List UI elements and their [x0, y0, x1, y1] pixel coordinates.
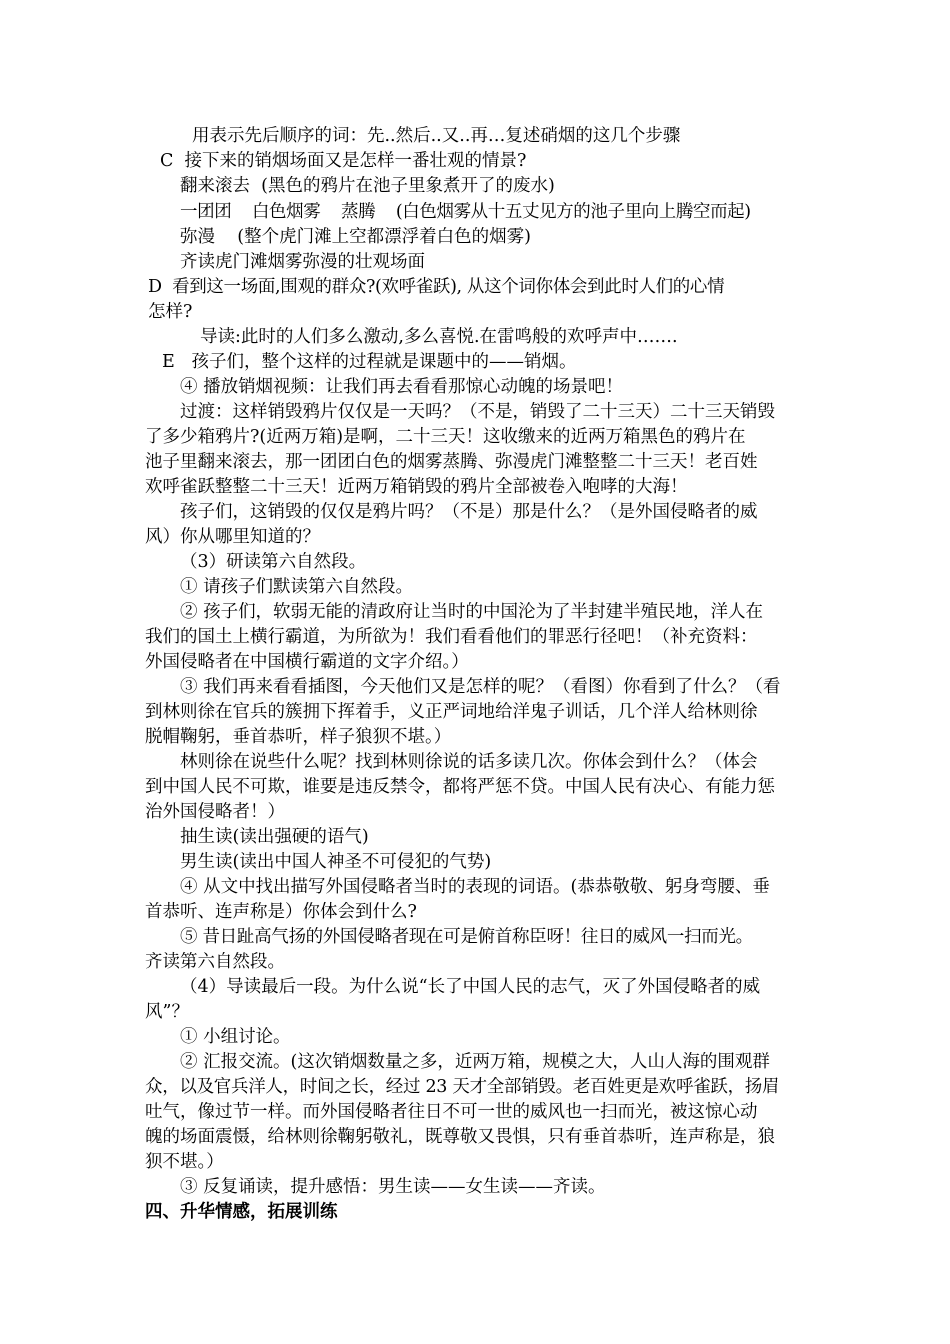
- text-line: 欢呼雀跃整整二十三天！近两万箱销毁的鸦片全部被卷入咆哮的大海！: [145, 477, 688, 497]
- text-line: ④ 从文中找出描写外国侵略者当时的表现的词语。(恭恭敬敬、躬身弯腰、垂: [180, 877, 770, 897]
- text-line: ① 请孩子们默读第六自然段。: [180, 577, 414, 597]
- text-line: ④ 播放销烟视频：让我们再去看看那惊心动魄的场景吧！: [180, 377, 624, 397]
- text-line: ② 汇报交流。(这次销烟数量之多，近两万箱，规模之大，人山人海的围观群: [180, 1052, 770, 1072]
- text-line: 池子里翻来滚去，那一团团白色的烟雾蒸腾、弥漫虎门滩整整二十三天！老百姓: [145, 452, 758, 472]
- text-line: ① 小组讨论。: [180, 1027, 291, 1047]
- text-line: 到中国人民不可欺，谁要是违反禁令，都将严惩不贷。中国人民有决心、有能力惩: [145, 777, 775, 797]
- text-line: 外国侵略者在中国横行霸道的文字介绍。）: [145, 652, 469, 672]
- text-line: 魄的场面震慑，给林则徐鞠躬敬礼，既尊敬又畏惧，只有垂首恭听，连声称是，狼: [145, 1127, 775, 1147]
- text-line: 齐读虎门滩烟雾弥漫的壮观场面: [180, 252, 425, 272]
- text-line: 林则徐在说些什么呢？找到林则徐说的话多读几次。你体会到什么？（体会: [180, 752, 758, 772]
- section-heading: 四、升华情感，拓展训练: [145, 1202, 338, 1222]
- text-line: 孩子们，这销毁的仅仅是鸦片吗？（不是）那是什么？（是外国侵略者的威: [180, 502, 758, 522]
- text-line: 风）你从哪里知道的？: [145, 527, 320, 547]
- text-line: 了多少箱鸦片?(近两万箱)是啊，二十三天！这收缴来的近两万箱黑色的鸦片在: [145, 427, 746, 447]
- text-line: 脱帽鞠躬，垂首恭听，样子狼狈不堪。）: [145, 727, 452, 747]
- text-line: ③ 我们再来看看插图，今天他们又是怎样的呢？（看图）你看到了什么？（看: [180, 677, 781, 697]
- text-line: 众，以及官兵洋人，时间之长，经过 23 天才全部销毁。老百姓更是欢呼雀跃，扬眉: [145, 1077, 780, 1097]
- text-line: 一团团 白色烟雾 蒸腾 (白色烟雾从十五丈见方的池子里向上腾空而起): [180, 202, 751, 222]
- text-line: 抽生读(读出强硬的语气): [180, 827, 369, 847]
- text-line: 翻来滚去 (黑色的鸦片在池子里象煮开了的废水): [180, 176, 555, 196]
- text-line: 过渡：这样销毁鸦片仅仅是一天吗？（不是，销毁了二十三天）二十三天销毁: [180, 402, 775, 422]
- text-line: 齐读第六自然段。: [145, 952, 285, 972]
- text-line: 治外国侵略者！）: [145, 802, 285, 822]
- text-line: 怎样?: [148, 302, 193, 322]
- text-line: 弥漫 (整个虎门滩上空都漂浮着白色的烟雾): [180, 227, 531, 247]
- text-line: 我们的国土上横行霸道，为所欲为！我们看看他们的罪恶行径吧！（补充资料：: [145, 627, 758, 647]
- text-line: 男生读(读出中国人神圣不可侵犯的气势): [180, 852, 492, 872]
- text-line: D 看到这一场面,围观的群众?(欢呼雀跃), 从这个词你体会到此时人们的心情: [148, 277, 725, 297]
- text-line: C 接下来的销烟场面又是怎样一番壮观的情景?: [160, 151, 527, 171]
- text-line: E 孩子们，整个这样的过程就是课题中的——销烟。: [162, 352, 577, 372]
- text-line: （3）研读第六自然段。: [180, 552, 367, 572]
- text-line: ② 孩子们，软弱无能的清政府让当时的中国沦为了半封建半殖民地，洋人在: [180, 602, 764, 622]
- text-line: 用表示先后顺序的词：先..然后..又..再…复述硝烟的这几个步骤: [192, 126, 681, 146]
- text-line: 吐气，像过节一样。而外国侵略者往日不可一世的威风也一扫而光，被这惊心动: [145, 1102, 758, 1122]
- text-line: 导读:此时的人们多么激动,多么喜悦.在雷鸣般的欢呼声中…….: [200, 327, 678, 347]
- text-line: 风”？: [145, 1002, 189, 1022]
- text-line: （4）导读最后一段。为什么说“长了中国人民的志气，灭了外国侵略者的威: [180, 977, 761, 997]
- text-line: 到林则徐在官兵的簇拥下挥着手，义正严词地给洋鬼子训话，几个洋人给林则徐: [145, 702, 758, 722]
- text-line: ③ 反复诵读，提升感悟：男生读——女生读——齐读。: [180, 1177, 606, 1197]
- text-line: 首恭听、连声称是）你体会到什么?: [145, 902, 417, 922]
- text-line: 狈不堪。）: [145, 1152, 224, 1172]
- text-line: ⑤ 昔日趾高气扬的外国侵略者现在可是俯首称臣呀！往日的威风一扫而光。: [180, 927, 753, 947]
